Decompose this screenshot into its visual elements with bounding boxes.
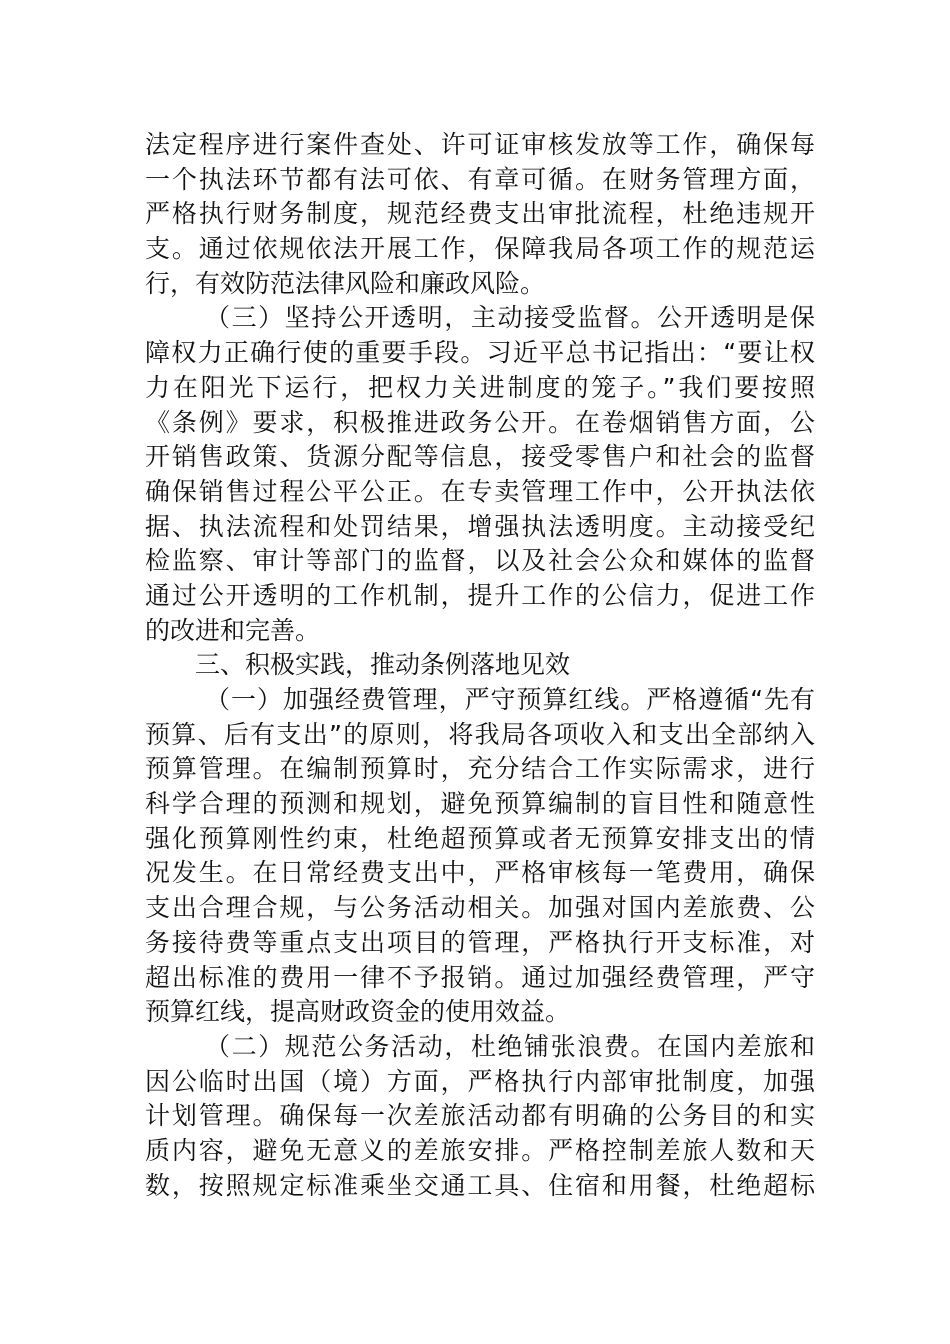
text-line: 《条例》要求，积极推进政务公开。在卷烟销售方面，公 — [145, 407, 815, 437]
text-line: 计划管理。确保每一次差旅活动都有明确的公务目的和实 — [145, 1101, 815, 1131]
text-line: 的改进和完善。 — [145, 615, 321, 645]
text-line: 预算管理。在编制预算时，充分结合工作实际需求，进行 — [145, 754, 815, 784]
text-line: 开销售政策、货源分配等信息，接受零售户和社会的监督 — [145, 442, 815, 472]
text-line: 强化预算刚性约束，杜绝超预算或者无预算安排支出的情 — [145, 823, 815, 853]
text-line: 严格执行财务制度，规范经费支出审批流程，杜绝违规开 — [145, 199, 815, 229]
text-line: 力在阳光下运行，把权力关进制度的笼子。”我们要按照 — [145, 372, 815, 402]
text-line: 支出合理合规，与公务活动相关。加强对国内差旅费、公 — [145, 893, 815, 923]
text-line: 支。通过依规依法开展工作，保障我局各项工作的规范运 — [145, 234, 815, 264]
paragraph-start: （二）规范公务活动，杜绝铺张浪费。在国内差旅和 — [205, 1031, 815, 1061]
paragraph-start: （一）加强经费管理，严守预算红线。严格遵循“先有 — [205, 685, 815, 714]
text-line: 数，按照规定标准乘坐交通工具、住宿和用餐，杜绝超标 — [145, 1170, 815, 1200]
text-line: 据、执法流程和处罚结果，增强执法透明度。主动接受纪 — [145, 511, 815, 541]
paragraph-start: （三）坚持公开透明，主动接受监督。公开透明是保 — [205, 303, 815, 333]
text-line: 行，有效防范法律风险和廉政风险。 — [145, 268, 546, 298]
text-line: 检监察、审计等部门的监督，以及社会公众和媒体的监督 — [145, 546, 815, 576]
text-line: 通过公开透明的工作机制，提升工作的公信力，促进工作 — [145, 580, 815, 610]
text-line: 超出标准的费用一律不予报销。通过加强经费管理，严守 — [145, 962, 815, 992]
section-heading: 三、积极实践，推动条例落地见效 — [195, 650, 571, 680]
text-line: 一个执法环节都有法可依、有章可循。在财务管理方面， — [145, 164, 815, 194]
body-text — [145, 128, 815, 1203]
text-line: 科学合理的预测和规划，避免预算编制的盲目性和随意性 — [145, 789, 815, 819]
text-line: 确保销售过程公平公正。在专卖管理工作中，公开执法依 — [145, 476, 815, 506]
text-line: 因公临时出国（境）方面，严格执行内部审批制度，加强 — [145, 1066, 815, 1096]
text-line: 预算红线，提高财政资金的使用效益。 — [145, 997, 571, 1027]
text-line: 预算、后有支出”的原则，将我局各项收入和支出全部纳入 — [145, 719, 815, 749]
text-line: 况发生。在日常经费支出中，严格审核每一笔费用，确保 — [145, 858, 815, 888]
text-line: 障权力正确行使的重要手段。习近平总书记指出：“要让权 — [145, 338, 815, 368]
text-line: 法定程序进行案件查处、许可证审核发放等工作，确保每 — [145, 130, 815, 159]
text-line: 质内容，避免无意义的差旅安排。严格控制差旅人数和天 — [145, 1135, 815, 1165]
text-line: 务接待费等重点支出项目的管理，严格执行开支标准，对 — [145, 927, 815, 957]
